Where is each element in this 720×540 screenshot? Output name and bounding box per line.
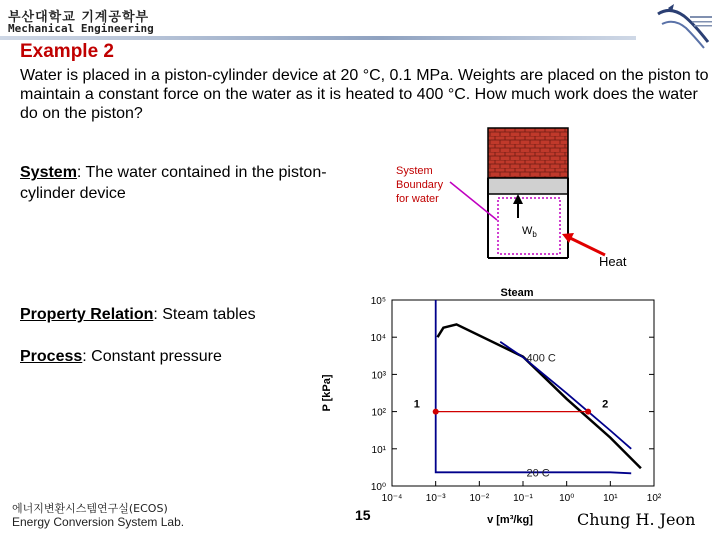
problem-statement: Water is placed in a piston-cylinder device at 20 °C, 0.1 MPa. Weights are placed on the piston to maintain a constant force on the water as it is heated to 400 °C. How much work does the water do on the piston? bbox=[20, 67, 709, 122]
x-tick-label: 10² bbox=[646, 493, 662, 504]
y-tick-label: 10⁴ bbox=[370, 333, 386, 345]
saturation-dome bbox=[438, 324, 641, 468]
x-axis-label: v [m³/kg] bbox=[487, 514, 533, 526]
x-tick-label: 10⁻⁴ bbox=[381, 493, 403, 504]
state-point-1 bbox=[433, 409, 439, 415]
y-tick-label: 10⁵ bbox=[370, 296, 386, 307]
process-description bbox=[20, 348, 222, 366]
lab-name-english: Energy Conversion System Lab. bbox=[12, 515, 185, 529]
x-tick-label: 10⁻² bbox=[469, 493, 490, 504]
chart-axes bbox=[321, 287, 662, 526]
boundary-label-line-3: for water bbox=[396, 193, 439, 205]
isotherm-400c bbox=[500, 342, 631, 449]
piston bbox=[488, 178, 568, 194]
page-number: 15 bbox=[355, 507, 371, 523]
system-label: System bbox=[20, 164, 77, 181]
chart-title: Steam bbox=[500, 287, 534, 299]
weights-block bbox=[488, 128, 568, 178]
x-tick-label: 10⁻³ bbox=[425, 493, 446, 504]
header-divider bbox=[0, 36, 636, 40]
system-text: : The water contained in the piston-cylinder device bbox=[20, 164, 327, 202]
isotherm-20c bbox=[436, 300, 632, 473]
property-text: : Steam tables bbox=[153, 306, 256, 323]
x-tick-label: 10⁰ bbox=[559, 493, 575, 504]
author-name: Chung H. Jeon bbox=[577, 510, 696, 529]
chart-marks bbox=[414, 399, 609, 415]
system-definition bbox=[20, 162, 375, 204]
work-arrow-head bbox=[513, 194, 523, 204]
heat-label: Heat bbox=[599, 254, 627, 269]
lab-name-korean: 에너지변환시스템연구실(ECOS) bbox=[12, 502, 168, 515]
x-tick-label: 10¹ bbox=[603, 493, 618, 504]
state-point-2 bbox=[585, 409, 591, 415]
process-label: Process bbox=[20, 348, 83, 365]
system-boundary-label bbox=[396, 164, 443, 206]
y-tick-label: 10² bbox=[371, 407, 386, 419]
slide-title: Example 2 bbox=[20, 41, 114, 62]
boundary-label-line-1: System bbox=[396, 165, 433, 177]
work-label: $W_b$ bbox=[522, 225, 537, 239]
y-tick-label: 10⁰ bbox=[370, 482, 386, 493]
pv-chart bbox=[310, 278, 670, 528]
state-point-label-1: 1 bbox=[413, 398, 420, 411]
y-axis-label: P [kPa] bbox=[321, 374, 333, 412]
x-tick-label: 10⁻¹ bbox=[513, 493, 533, 504]
isotherm-label-400c: 400 C bbox=[526, 352, 556, 365]
plot-frame bbox=[392, 300, 654, 486]
property-label: Property Relation bbox=[20, 306, 154, 323]
plot-area-border bbox=[392, 300, 654, 486]
chart-curves bbox=[436, 300, 641, 480]
boundary-label-line-2: Boundary bbox=[396, 179, 444, 191]
process-text: : Constant pressure bbox=[82, 348, 222, 365]
department-logo-english: Mechanical Engineering bbox=[8, 22, 154, 35]
isotherm-label-20c: 20 C bbox=[526, 467, 550, 480]
crest-icon bbox=[650, 2, 716, 54]
heat-arrow bbox=[566, 236, 605, 255]
y-tick-label: 10³ bbox=[371, 370, 386, 382]
property-relation bbox=[20, 306, 256, 324]
piston-cylinder-diagram bbox=[440, 120, 710, 280]
university-logo-korean: 부산대학교 기계공학부 bbox=[8, 10, 150, 25]
y-tick-label: 10¹ bbox=[371, 444, 386, 456]
state-point-label-2: 2 bbox=[602, 398, 609, 411]
